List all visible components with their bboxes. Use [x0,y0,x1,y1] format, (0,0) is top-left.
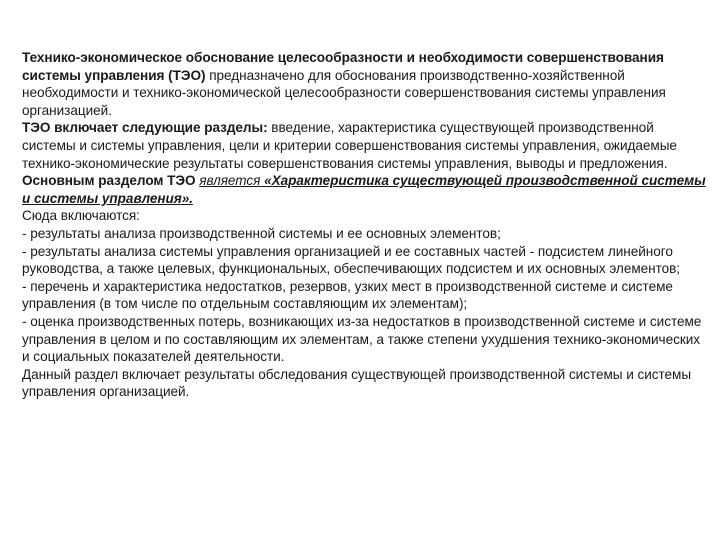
list-item: - результаты анализа производственной системы и ее основных элементов; [22,225,501,241]
teo-definition-heading: Технико-экономическое обоснование целесообразности и необходимости совершенствования системы управления (ТЭО) [22,50,664,83]
list-item: - результаты анализа системы управления организацией и ее составных частей - подсистем линейного руководства, а также целевых, функциональных, обеспечивающих подсистем и их основных элементов; [22,243,681,277]
teo-sections-heading: ТЭО включает следующие разделы: [22,120,268,136]
main-section-title: «Характеристика существующей производственной системы и системы управления». [22,173,706,206]
paragraph-main-section [22,172,708,207]
list-item: - перечень и характеристика недостатков, резервов, узких мест в производственной системе и системе управления (в том числе по отдельным составляющим их элементам); [22,278,673,312]
main-section-verb: является [199,173,261,189]
paragraph-conclusion: Данный раздел включает результаты обследования существующей производственной системы и системы управления организацией. [22,366,692,400]
list-item: - оценка производственных потерь, возникающих из-за недостатков в производственной системе и системе управления в целом и по составляющим их элементам, а также степени ухудшения технико-экономических и социальных показателей деятельности. [22,313,702,365]
paragraph-teo-sections [22,119,708,172]
main-section-heading: Основным разделом ТЭО [22,173,196,189]
teo-definition-text: предназначено для обоснования производственно-хозяйственной необходимости и технико-экономической целесообразности совершенствования системы управления организацией. [22,67,666,118]
paragraph-teo-definition [22,49,708,119]
document-text [22,49,708,401]
teo-sections-text: введение, характеристика существующей производственной системы и системы управления, цели и критерии совершенствования системы управления, ожидаемые технико-экономические результаты совершенствования системы управления, выводы и предложения. [22,120,677,171]
paragraph-includes: Сюда включаются: [22,208,140,224]
